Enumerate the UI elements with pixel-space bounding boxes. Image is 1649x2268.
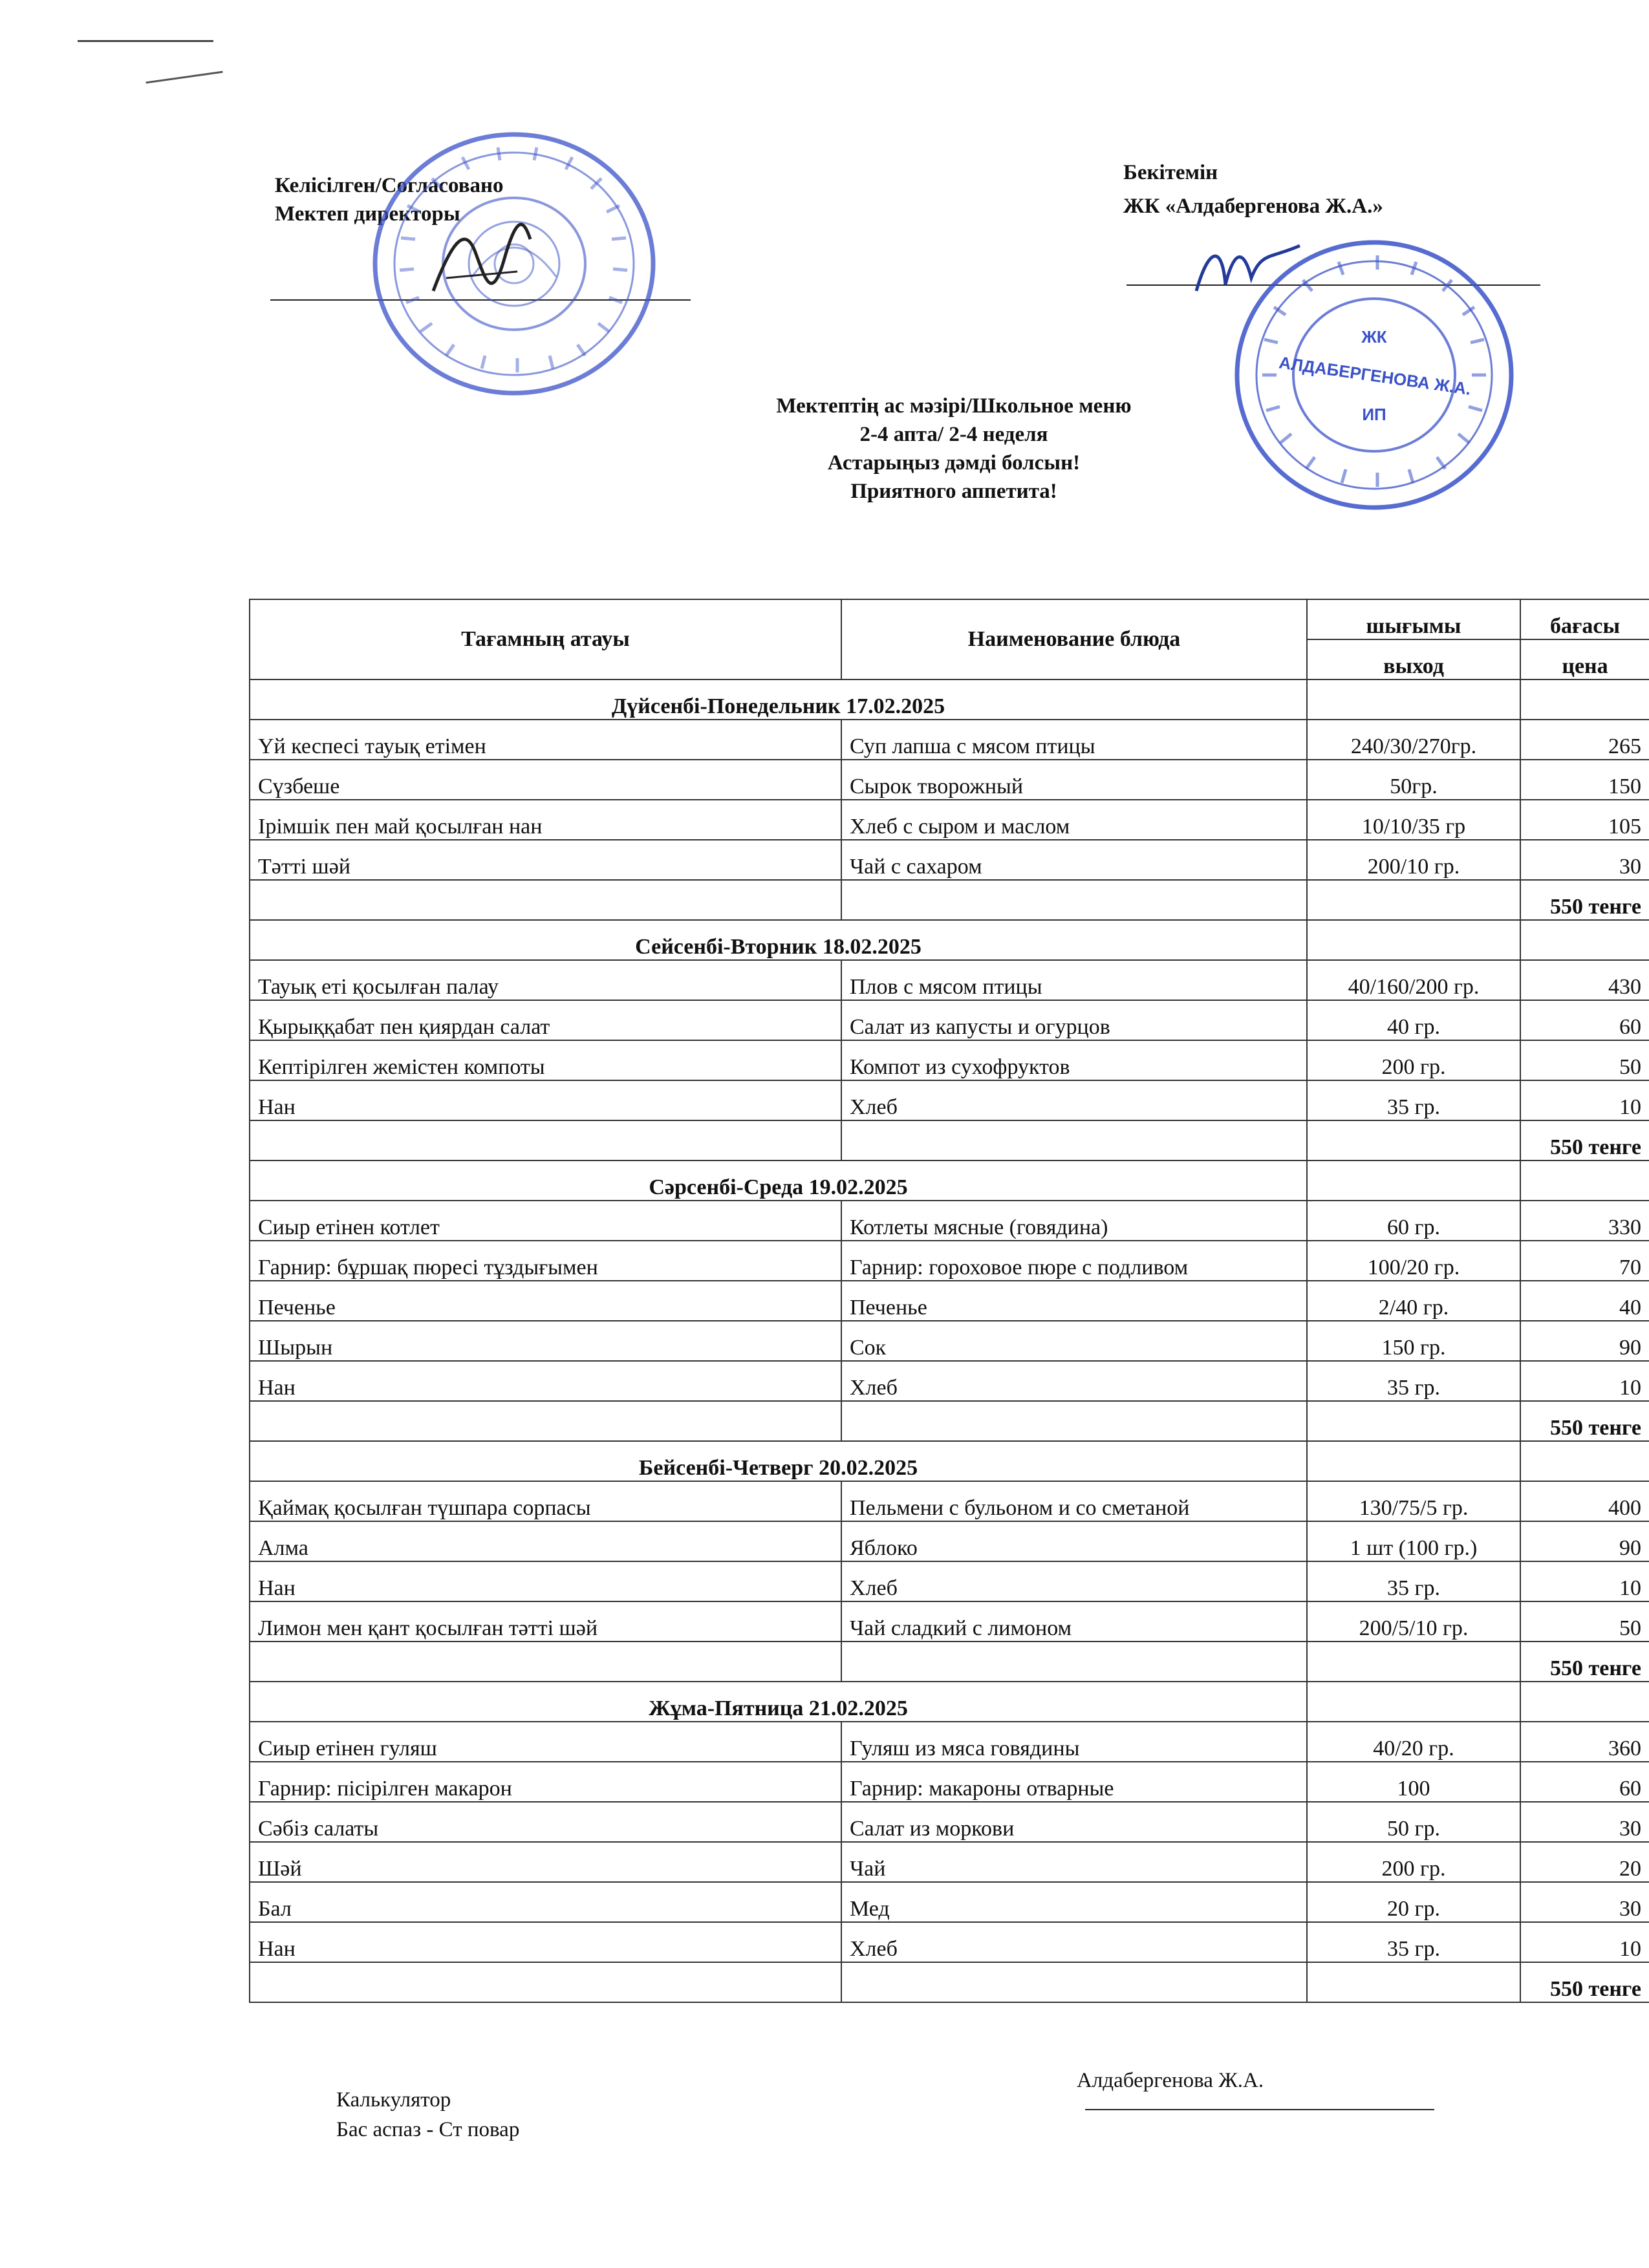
dish-price: 10 <box>1520 1080 1649 1120</box>
dish-name-ru: Сырок творожный <box>841 760 1307 800</box>
dish-name-kz: Нан <box>250 1561 841 1601</box>
dish-output: 200 гр. <box>1307 1842 1520 1882</box>
dish-output: 40 гр. <box>1307 1000 1520 1040</box>
director-signature <box>427 213 537 310</box>
dish-output: 20 гр. <box>1307 1882 1520 1922</box>
empty-cell <box>250 1962 841 2002</box>
dish-name-kz: Гарнир: пісірілген макарон <box>250 1762 841 1802</box>
day-title: Жұма-Пятница 21.02.2025 <box>250 1682 1307 1722</box>
table-row <box>250 1882 1649 1922</box>
day-total: 550 тенге <box>1520 1962 1649 2002</box>
table-row <box>250 1481 1649 1521</box>
dish-output: 35 гр. <box>1307 1361 1520 1401</box>
dish-name-kz: Тәтті шәй <box>250 840 841 880</box>
dish-price: 10 <box>1520 1922 1649 1962</box>
header-output-kz: шығымы <box>1307 599 1520 639</box>
header-name-kz: Тағамның атауы <box>250 599 841 679</box>
approval-right-line1: Бекітемін <box>1123 161 1218 184</box>
table-row <box>250 1281 1649 1321</box>
empty-cell <box>1307 1161 1520 1201</box>
empty-cell <box>841 1401 1307 1441</box>
dish-name-ru: Хлеб <box>841 1561 1307 1601</box>
dish-output: 35 гр. <box>1307 1922 1520 1962</box>
dish-output: 200/10 гр. <box>1307 840 1520 880</box>
day-total: 550 тенге <box>1520 1401 1649 1441</box>
dish-name-ru: Чай с сахаром <box>841 840 1307 880</box>
dish-name-ru: Плов с мясом птицы <box>841 960 1307 1000</box>
dish-name-kz: Үй кеспесі тауық етімен <box>250 720 841 760</box>
table-row <box>250 1241 1649 1281</box>
day-total: 550 тенге <box>1520 1120 1649 1161</box>
empty-cell <box>1520 1682 1649 1722</box>
dish-price: 105 <box>1520 800 1649 840</box>
day-header-row <box>250 920 1649 960</box>
empty-cell <box>1520 1161 1649 1201</box>
day-title: Бейсенбі-Четверг 20.02.2025 <box>250 1441 1307 1481</box>
day-header-row <box>250 1682 1649 1722</box>
dish-price: 50 <box>1520 1601 1649 1642</box>
table-row <box>250 760 1649 800</box>
dish-output: 130/75/5 гр. <box>1307 1481 1520 1521</box>
dish-price: 50 <box>1520 1040 1649 1080</box>
title-line3: Астарыңыз дәмді болсын! <box>827 451 1081 475</box>
empty-cell <box>250 1401 841 1441</box>
dish-output: 50 гр. <box>1307 1802 1520 1842</box>
day-title: Дүйсенбі-Понедельник 17.02.2025 <box>250 679 1307 720</box>
dish-output: 150 гр. <box>1307 1321 1520 1361</box>
dish-name-kz: Шырын <box>250 1321 841 1361</box>
dish-name-ru: Хлеб с сыром и маслом <box>841 800 1307 840</box>
dish-price: 60 <box>1520 1762 1649 1802</box>
approval-left-line1: Келісілген/Согласовано <box>275 174 504 197</box>
menu-table <box>249 599 1649 2003</box>
empty-cell <box>1520 920 1649 960</box>
empty-cell <box>1307 1441 1520 1481</box>
dish-name-ru: Гарнир: макароны отварные <box>841 1762 1307 1802</box>
dish-price: 360 <box>1520 1722 1649 1762</box>
dish-name-ru: Компот из сухофруктов <box>841 1040 1307 1080</box>
day-header-row <box>250 679 1649 720</box>
menu-title <box>647 392 1261 506</box>
title-line4: Приятного аппетита! <box>850 480 1057 503</box>
dish-price: 40 <box>1520 1281 1649 1321</box>
dish-name-ru: Суп лапша с мясом птицы <box>841 720 1307 760</box>
day-total: 550 тенге <box>1520 1642 1649 1682</box>
dish-name-kz: Нан <box>250 1361 841 1401</box>
dish-output: 50гр. <box>1307 760 1520 800</box>
empty-cell <box>1307 1682 1520 1722</box>
dish-name-ru: Салат из моркови <box>841 1802 1307 1842</box>
day-total-row <box>250 1120 1649 1161</box>
dish-name-ru: Чай <box>841 1842 1307 1882</box>
dish-price: 330 <box>1520 1201 1649 1241</box>
stamp-text-line2: АЛДАБЕРГЕНОВА Ж.А. <box>1277 352 1472 399</box>
empty-cell <box>250 1642 841 1682</box>
title-line2: 2-4 апта/ 2-4 неделя <box>859 423 1048 446</box>
footer-right-name: Алдабергенова Ж.А. <box>1077 2069 1264 2092</box>
empty-cell <box>1307 1401 1520 1441</box>
empty-cell <box>1307 1962 1520 2002</box>
day-header-row <box>250 1161 1649 1201</box>
empty-cell <box>1307 1120 1520 1161</box>
dish-price: 20 <box>1520 1842 1649 1882</box>
footer-signature-line <box>1085 2109 1434 2110</box>
empty-cell <box>1520 1441 1649 1481</box>
table-row <box>250 1842 1649 1882</box>
day-total-row <box>250 1401 1649 1441</box>
dish-output: 100/20 гр. <box>1307 1241 1520 1281</box>
dish-price: 30 <box>1520 840 1649 880</box>
table-row <box>250 1361 1649 1401</box>
dish-name-kz: Сиыр етінен гуляш <box>250 1722 841 1762</box>
dish-name-ru: Печенье <box>841 1281 1307 1321</box>
dish-name-ru: Чай сладкий с лимоном <box>841 1601 1307 1642</box>
day-header-row <box>250 1441 1649 1481</box>
dish-name-kz: Бал <box>250 1882 841 1922</box>
entrepreneur-stamp <box>1229 236 1520 514</box>
dish-price: 90 <box>1520 1321 1649 1361</box>
dish-output: 40/20 гр. <box>1307 1722 1520 1762</box>
dish-output: 40/160/200 гр. <box>1307 960 1520 1000</box>
empty-cell <box>841 1962 1307 2002</box>
dish-price: 60 <box>1520 1000 1649 1040</box>
dish-price: 30 <box>1520 1882 1649 1922</box>
table-row <box>250 1762 1649 1802</box>
title-line1: Мектептің ас мәзірі/Школьное меню <box>776 394 1132 418</box>
approval-left-line2: Мектеп директоры <box>275 202 460 226</box>
empty-cell <box>1307 880 1520 920</box>
table-row <box>250 1722 1649 1762</box>
dish-output: 240/30/270гр. <box>1307 720 1520 760</box>
dish-name-kz: Ірімшік пен май қосылған нан <box>250 800 841 840</box>
empty-cell <box>1307 920 1520 960</box>
stamp-text-line3: ИП <box>1362 405 1386 424</box>
dish-name-kz: Қырыққабат пен қиярдан салат <box>250 1000 841 1040</box>
dish-name-ru: Гуляш из мяса говядины <box>841 1722 1307 1762</box>
dish-output: 200/5/10 гр. <box>1307 1601 1520 1642</box>
table-row <box>250 1521 1649 1561</box>
dish-name-kz: Лимон мен қант қосылған тәтті шәй <box>250 1601 841 1642</box>
table-row <box>250 1201 1649 1241</box>
header-price-kz: бағасы <box>1520 599 1649 639</box>
day-title: Сәрсенбі-Среда 19.02.2025 <box>250 1161 1307 1201</box>
dish-price: 430 <box>1520 960 1649 1000</box>
day-title: Сейсенбі-Вторник 18.02.2025 <box>250 920 1307 960</box>
day-total-row <box>250 1962 1649 2002</box>
dish-name-ru: Мед <box>841 1882 1307 1922</box>
footer-left-line1: Калькулятор <box>336 2088 451 2112</box>
header-name-ru: Наименование блюда <box>841 599 1307 679</box>
table-row <box>250 1601 1649 1642</box>
footer-left-line2: Бас аспаз - Ст повар <box>336 2118 520 2141</box>
dish-name-ru: Сок <box>841 1321 1307 1361</box>
table-row <box>250 800 1649 840</box>
table-row <box>250 960 1649 1000</box>
empty-cell <box>250 880 841 920</box>
dish-output: 10/10/35 гр <box>1307 800 1520 840</box>
table-row <box>250 1000 1649 1040</box>
day-total-row <box>250 1642 1649 1682</box>
dish-name-ru: Салат из капусты и огурцов <box>841 1000 1307 1040</box>
table-row <box>250 720 1649 760</box>
empty-cell <box>1520 679 1649 720</box>
dish-name-ru: Яблоко <box>841 1521 1307 1561</box>
empty-cell <box>1307 1642 1520 1682</box>
dish-price: 10 <box>1520 1561 1649 1601</box>
scan-mark <box>78 40 213 42</box>
empty-cell <box>841 1120 1307 1161</box>
dish-name-ru: Хлеб <box>841 1361 1307 1401</box>
dish-name-kz: Нан <box>250 1080 841 1120</box>
dish-name-kz: Печенье <box>250 1281 841 1321</box>
table-row <box>250 840 1649 880</box>
day-total: 550 тенге <box>1520 880 1649 920</box>
dish-output: 35 гр. <box>1307 1561 1520 1601</box>
dish-output: 100 <box>1307 1762 1520 1802</box>
approval-right-line2: ЖК «Алдабергенова Ж.А.» <box>1123 195 1383 218</box>
dish-name-ru: Пельмени с бульоном и со сметаной <box>841 1481 1307 1521</box>
dish-output: 35 гр. <box>1307 1080 1520 1120</box>
dish-output: 60 гр. <box>1307 1201 1520 1241</box>
empty-cell <box>841 880 1307 920</box>
dish-name-kz: Сүзбеше <box>250 760 841 800</box>
dish-name-ru: Котлеты мясные (говядина) <box>841 1201 1307 1241</box>
table-row <box>250 1802 1649 1842</box>
dish-name-kz: Сиыр етінен котлет <box>250 1201 841 1241</box>
table-row <box>250 1080 1649 1120</box>
dish-name-ru: Хлеб <box>841 1922 1307 1962</box>
dish-name-kz: Тауық еті қосылған палау <box>250 960 841 1000</box>
table-header-row-1 <box>250 599 1649 639</box>
dish-name-ru: Гарнир: гороховое пюре с подливом <box>841 1241 1307 1281</box>
empty-cell <box>841 1642 1307 1682</box>
table-row <box>250 1561 1649 1601</box>
dish-name-kz: Нан <box>250 1922 841 1962</box>
dish-price: 400 <box>1520 1481 1649 1521</box>
table-row <box>250 1922 1649 1962</box>
stamp-text-line1: ЖК <box>1361 327 1387 347</box>
header-price-ru: цена <box>1520 639 1649 679</box>
empty-cell <box>250 1120 841 1161</box>
dish-price: 30 <box>1520 1802 1649 1842</box>
dish-output: 1 шт (100 гр.) <box>1307 1521 1520 1561</box>
dish-name-kz: Сәбіз салаты <box>250 1802 841 1842</box>
dish-price: 90 <box>1520 1521 1649 1561</box>
table-row <box>250 1321 1649 1361</box>
header-output-ru: выход <box>1307 639 1520 679</box>
dish-price: 265 <box>1520 720 1649 760</box>
dish-price: 150 <box>1520 760 1649 800</box>
dish-output: 2/40 гр. <box>1307 1281 1520 1321</box>
table-row <box>250 1040 1649 1080</box>
dish-name-kz: Қаймақ қосылған түшпара сорпасы <box>250 1481 841 1521</box>
dish-name-kz: Алма <box>250 1521 841 1561</box>
day-total-row <box>250 880 1649 920</box>
dish-price: 70 <box>1520 1241 1649 1281</box>
dish-name-kz: Шәй <box>250 1842 841 1882</box>
empty-cell <box>1307 679 1520 720</box>
dish-name-kz: Кептірілген жемістен компоты <box>250 1040 841 1080</box>
dish-name-ru: Хлеб <box>841 1080 1307 1120</box>
dish-name-kz: Гарнир: бұршақ пюресі тұздығымен <box>250 1241 841 1281</box>
dish-output: 200 гр. <box>1307 1040 1520 1080</box>
dish-price: 10 <box>1520 1361 1649 1401</box>
scan-mark <box>146 71 222 84</box>
